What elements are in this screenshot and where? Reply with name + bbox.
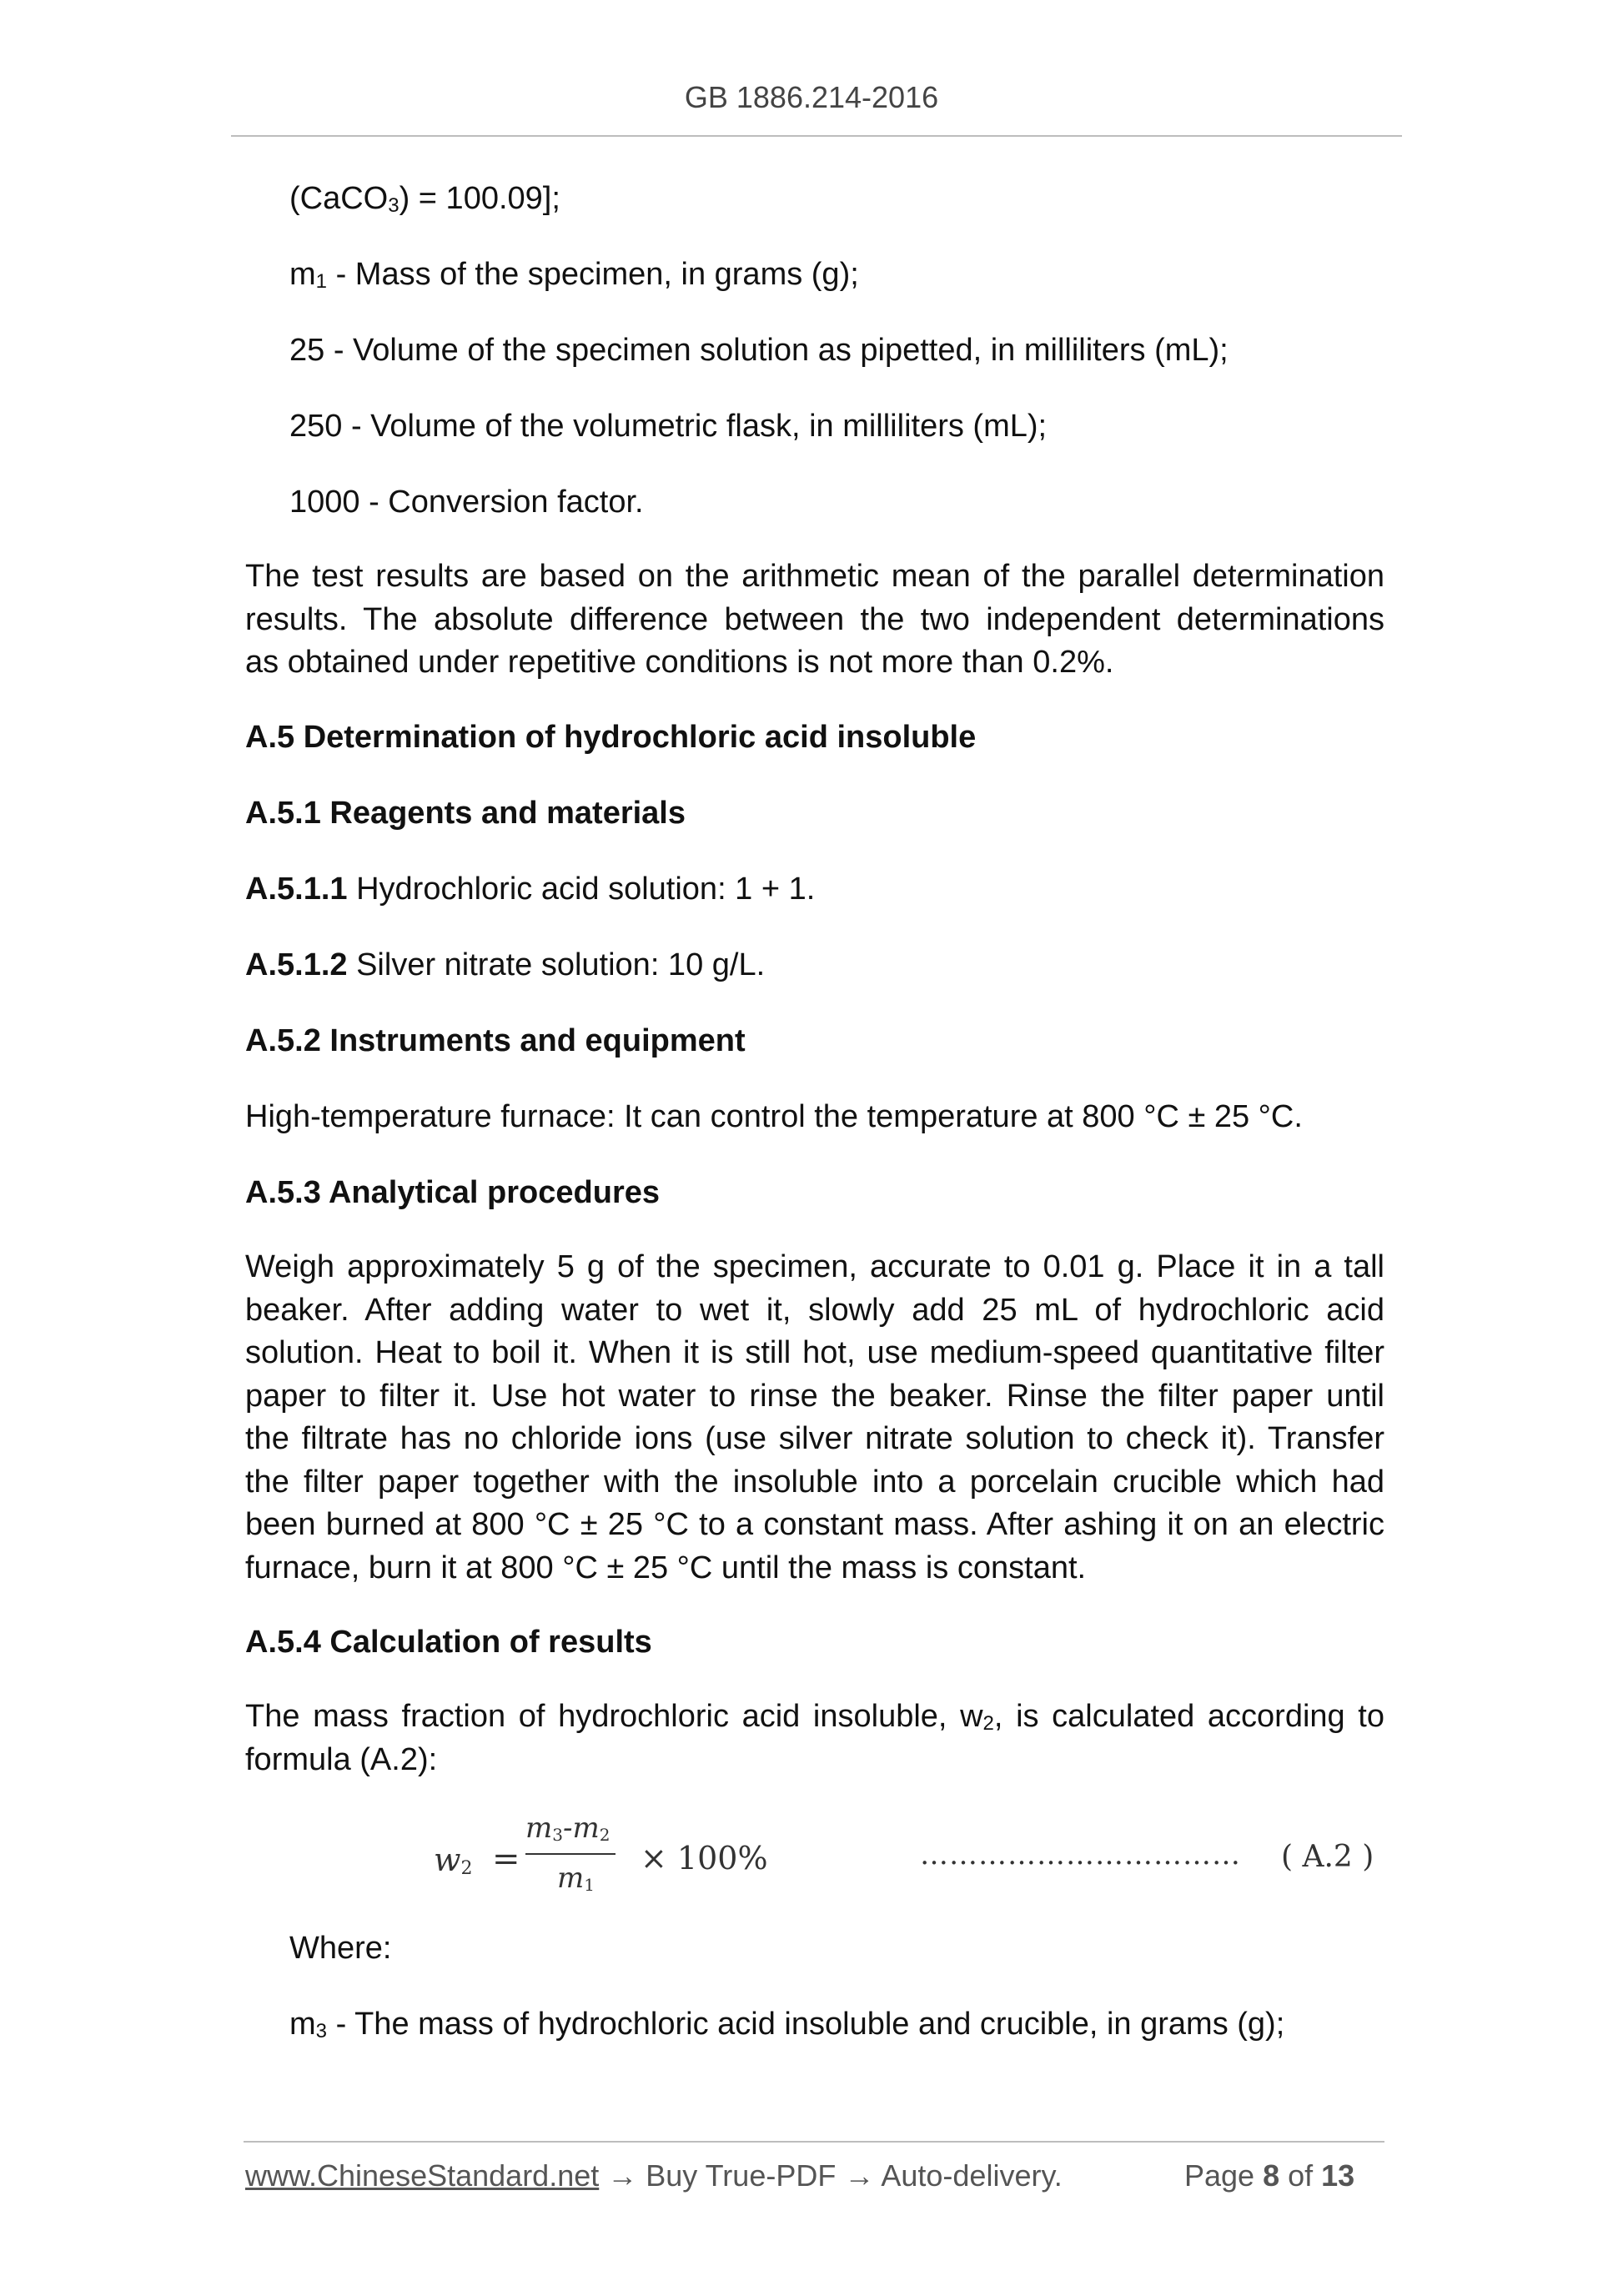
page-indicator: Page 8 of 13 xyxy=(1184,2158,1355,2193)
chinesestandard-link[interactable]: www.ChineseStandard.net xyxy=(245,2158,600,2193)
test-results-paragraph: The test results are based on the arithmetic mean of the parallel determination results. The absolute difference between the two independent determinations as obtained under repetitive conditions is not more than 0.2%. xyxy=(245,559,1384,680)
formula-times-100: × 100% xyxy=(641,1840,768,1876)
conversion-factor-definition: 1000 - Conversion factor. xyxy=(289,485,644,520)
volume-25-definition: 25 - Volume of the specimen solution as pipetted, in milliliters (mL); xyxy=(289,333,1229,368)
auto-delivery: Auto-delivery. xyxy=(881,2158,1063,2193)
document-header: GB 1886.214-2016 xyxy=(684,80,939,114)
formula-leader-dots: …………………………… xyxy=(920,1838,1241,1871)
caco3-line: (CaCO$_3$) = 100.09]; xyxy=(289,181,560,217)
section-a51-title: A.5.1 Reagents and materials xyxy=(245,796,686,831)
section-a53-title: A.5.3 Analytical procedures xyxy=(245,1175,661,1210)
section-a52-title: A.5.2 Instruments and equipment xyxy=(245,1023,746,1058)
m3-definition: $m_3$ - The mass of hydrochloric acid insoluble and crucible, in grams (g); xyxy=(289,2007,1285,2042)
calculation-paragraph: The mass fraction of hydrochloric acid insoluble, $w_2$, is calculated according to formula (A.2): xyxy=(245,1699,1384,1777)
m1-definition: $m_1$ - Mass of the specimen, in grams (g); xyxy=(289,257,859,293)
procedure-paragraph: Weigh approximately 5 g of the specimen, accurate to 0.01 g. Place it in a tall beaker. After adding water to wet it, slowly add 25 mL of hydrochloric acid solution. Heat to boil it. When it is still hot, use medium-speed quantitative filter paper to filter it. Use hot water to rinse the beaker. Rinse the filter paper until the filtrate has no chloride ions (use silver nitrate solution to check it). Transfer the filter paper together with the insoluble into a porcelain crucible which had been burned at 800 °C ± 25 °C to a constant mass. After ashing it on an electric furnace, burn it at 800 °C ± 25 °C until the mass is constant. xyxy=(245,1249,1384,1585)
page-total: 13 xyxy=(1321,2158,1355,2193)
formula-equals: = xyxy=(492,1840,520,1878)
footer-links: www.ChineseStandard.net → Buy True-PDF → Auto-delivery. xyxy=(245,2158,1063,2193)
where-label: Where: xyxy=(289,1931,392,1966)
section-a5-title: A.5 Determination of hydrochloric acid insoluble xyxy=(245,720,977,755)
formula-a2 xyxy=(434,1811,1435,1912)
section-a512: A.5.1.2 Silver nitrate solution: 10 g/L. xyxy=(245,947,766,982)
formula-lhs: $w_2$ xyxy=(434,1841,473,1879)
formula-denominator: $m_1$ xyxy=(557,1861,595,1895)
formula-reference: ( A.2 ) xyxy=(1281,1840,1374,1874)
furnace-text: High-temperature furnace: It can control the temperature at 800 °C ± 25 °C. xyxy=(245,1099,1303,1134)
footer-divider xyxy=(244,2141,1384,2143)
formula-numerator: $m_3-m_2$ xyxy=(525,1811,611,1845)
volume-250-definition: 250 - Volume of the volumetric flask, in milliliters (mL); xyxy=(289,409,1048,444)
buy-true-pdf: Buy True-PDF xyxy=(646,2158,837,2193)
page-number: 8 xyxy=(1263,2158,1280,2193)
fraction-bar xyxy=(525,1853,616,1855)
section-a54-title: A.5.4 Calculation of results xyxy=(245,1625,652,1660)
header-divider xyxy=(231,135,1402,137)
section-a511: A.5.1.1 Hydrochloric acid solution: 1 + 1. xyxy=(245,872,816,907)
